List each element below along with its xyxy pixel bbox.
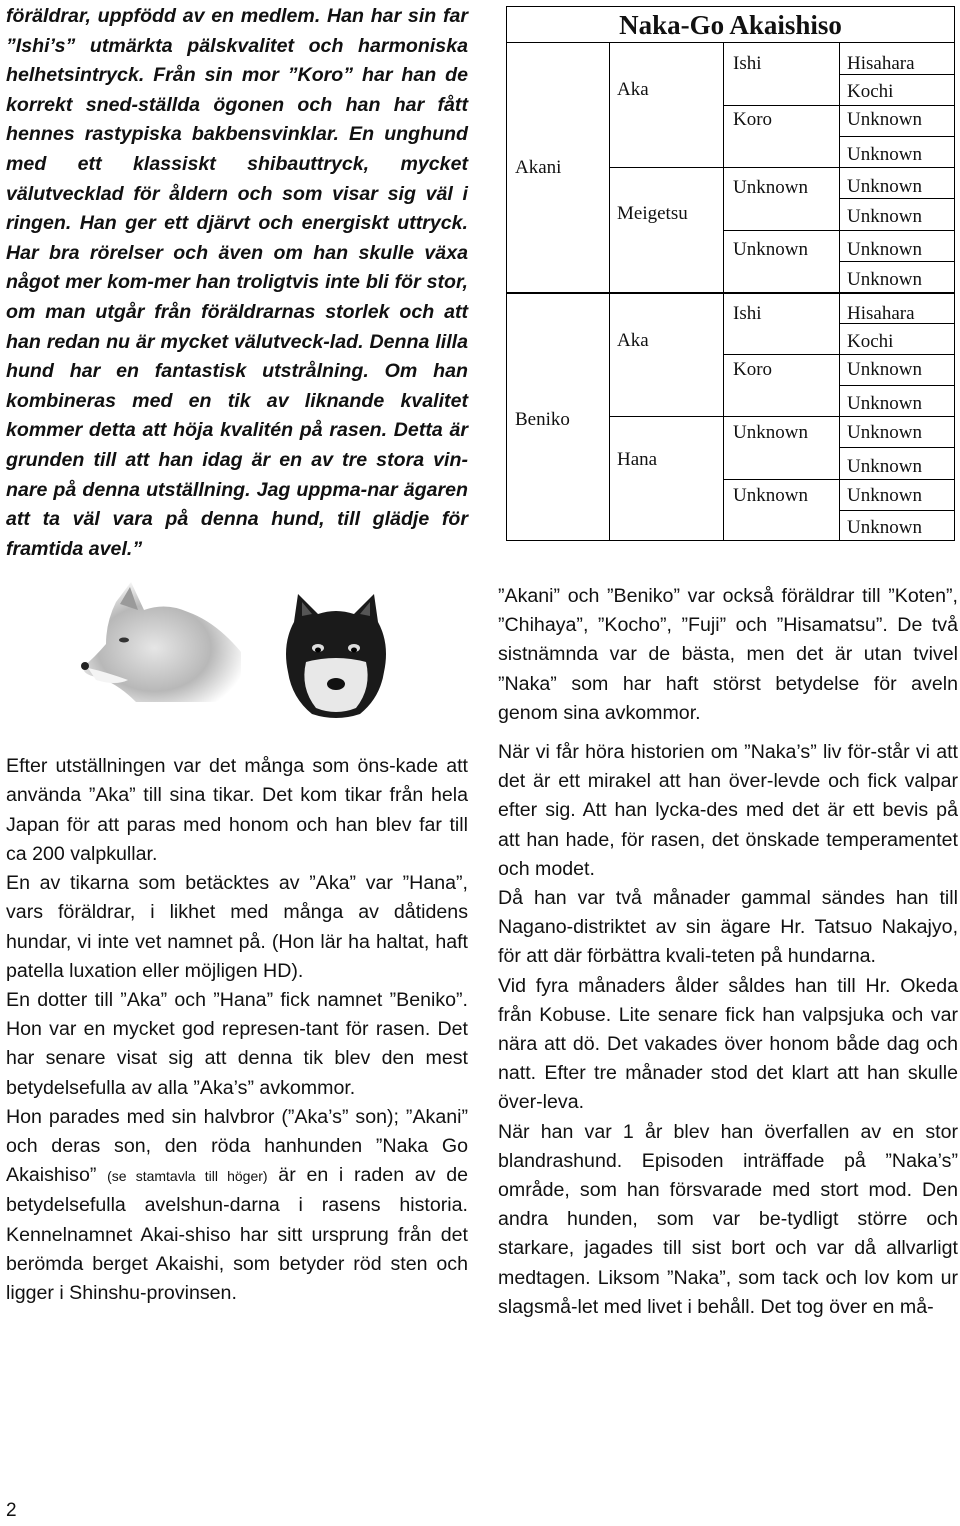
gen4-name: Unknown [847, 422, 922, 443]
paragraph-naka-history: När vi får höra historien om ”Naka’s” liv för-står vi att det är ett mirakel att han över-levde och fick valpar efter sig. Att han lycka-des med det är ett bevis på att han hade, för rasen, det önskade temperamentet och modet. [498, 741, 958, 880]
gen4-name: Hisahara [847, 53, 915, 74]
paragraph-fight: När han var 1 år blev han överfallen av en stor blandrashund. Episoden inträffade på ”Naka’s” område, som han försvarade med stort mod. Den andra hunden, som var be-tydligt större och starkare, jagades till sist bort och var då allvarligt medtagen. Liksom ”Naka”, som tack och lov kom ur slagsmå-let med livet i behåll. Det tog över en må- [498, 1120, 958, 1318]
gen3-name: Unknown [733, 239, 808, 260]
dog-photos [6, 570, 468, 750]
paragraph-aka-mating: Efter utställningen var det många som öns-kade att använda ”Aka” till sina tikar. Det kom tikar från hela Japan för att paras med honom och han blev far till ca 200 valpkullar. [6, 755, 469, 865]
pedigree-grid [506, 42, 955, 541]
gen3-name: Koro [733, 109, 773, 130]
dam-name: Beniko [515, 409, 570, 430]
paragraph-okeda: Vid fyra månaders ålder såldes han till Hr. Okeda från Kobuse. Lite senare fick han valpsjuka och var nära att dö. Det vakades över honom både dag och natt. Efter tre månader stod det klart att han skulle över-leva. [498, 974, 959, 1114]
gen4-name: Unknown [847, 485, 922, 506]
paragraph-akaishiso: Hon parades med sin halvbror (”Aka’s” son); ”Akani” och deras son, den röda hanhunden ”Naka Go Akaishiso” (se stamtavla till höger) är en i raden av de betydelsefulla avelshun-darna i rasens historia. Kennelnamnet Akai-shiso har sitt ursprung från det berömda berget Akaishi, som betyder röd sten och ligger i Shinshu-provinsen. [6, 1105, 469, 1304]
dam-dam-name: Hana [617, 449, 658, 470]
paragraph-nagano: Då han var två månader gammal sändes han till Nagano-distriktet av sin ägare Hr. Tatsuo Nakajyo, för att där förbättra kvali-teten på hundarna. [498, 887, 959, 968]
gen4-name: Kochi [847, 331, 894, 352]
page-number: 2 [6, 1500, 17, 1521]
dam-sire-name: Aka [617, 330, 649, 351]
gen4-name: Unknown [847, 456, 922, 477]
judge-quote [6, 2, 468, 564]
gen3-name: Koro [733, 359, 773, 380]
left-column [6, 2, 468, 1308]
pedigree-reference-note: (se stamtavla till höger) [107, 1168, 268, 1185]
pedigree-table [506, 6, 955, 541]
black-and-tan-shiba-photo [276, 592, 396, 722]
gen4-name: Unknown [847, 517, 922, 538]
gen4-name: Unknown [847, 393, 922, 414]
gen4-name: Unknown [847, 269, 922, 290]
gen3-name: Unknown [733, 422, 808, 443]
gen4-name: Unknown [847, 176, 922, 197]
paragraph-offspring: ”Akani” och ”Beniko” var också föräldrar till ”Koten”, ”Chihaya”, ”Kocho”, ”Fuji” och ”Hisamatsu”. De två sistnämnda var de bästa, men det är utan tvivel ”Naka” som har haft störst betydelse för aveln genom sina avkommor. [498, 585, 958, 724]
quote-text: föräldrar, uppfödd av en medlem. Han har sin far ”Ishi’s” utmärkta pälskvalitet och harmoniska helhetsintryck. Från sin mor ”Koro” har han de korrekt sned-ställda ögonen och han har fått hennes rastypiska bakbensvinklar. En unghund med ett klassiskt shibauttryck, mycket välutvecklad för åldern och som visar sig väl i ringen. Han ger ett djärvt och energiskt uttryck. Har bra rörelser och även om han skulle växa något mer kom-mer han troligtvis inte bli för stor, om man utgår från föräldrarnas storlek och att han redan nu är mycket välutveck-lad. Denna lilla hund har en fantastisk utstrålning. Om han kombineras med en tik av liknande kvalitet kommer detta att höja kvalitén på rasen. Detta är grunden till att han idag är en av tre stora vin-nare på denna utställning. Jag uppma-nar ägaren att ta väl vara på denna hund, till glädje för framtida avel.” [6, 5, 469, 560]
gen4-name: Kochi [847, 81, 894, 102]
gen4-name: Hisahara [847, 303, 915, 324]
right-body-text [498, 582, 958, 1322]
paragraph-beniko: En dotter till ”Aka” och ”Hana” fick namnet ”Beniko”. Hon var en mycket god represen-tant för rasen. Det har senare visat sig att denna tik blev den mest betydelsefulla av alla ”Aka’s” avkommor. [6, 988, 469, 1099]
left-body-text [6, 752, 468, 1308]
gen3-name: Ishi [733, 53, 762, 74]
red-shiba-photo [76, 582, 246, 702]
sire-name: Akani [515, 157, 562, 178]
gen4-name: Unknown [847, 206, 922, 227]
gen4-name: Unknown [847, 359, 922, 380]
gen3-name: Unknown [733, 485, 808, 506]
paragraph-hana: En av tikarna som betäcktes av ”Aka” var ”Hana”, vars föräldrar, i likhet med många av dåtidens hundar, vi inte vet namnet på. (Hon lär ha haltat, haft patella luxation eller möjligen HD). [6, 872, 469, 982]
gen4-name: Unknown [847, 144, 922, 165]
sire-sire-name: Aka [617, 79, 649, 100]
sire-dam-name: Meigetsu [617, 203, 688, 224]
gen4-name: Unknown [847, 239, 922, 260]
pedigree-title: Naka-Go Akaishiso [506, 6, 955, 42]
gen3-name: Unknown [733, 177, 808, 198]
gen4-name: Unknown [847, 109, 922, 130]
gen3-name: Ishi [733, 303, 762, 324]
